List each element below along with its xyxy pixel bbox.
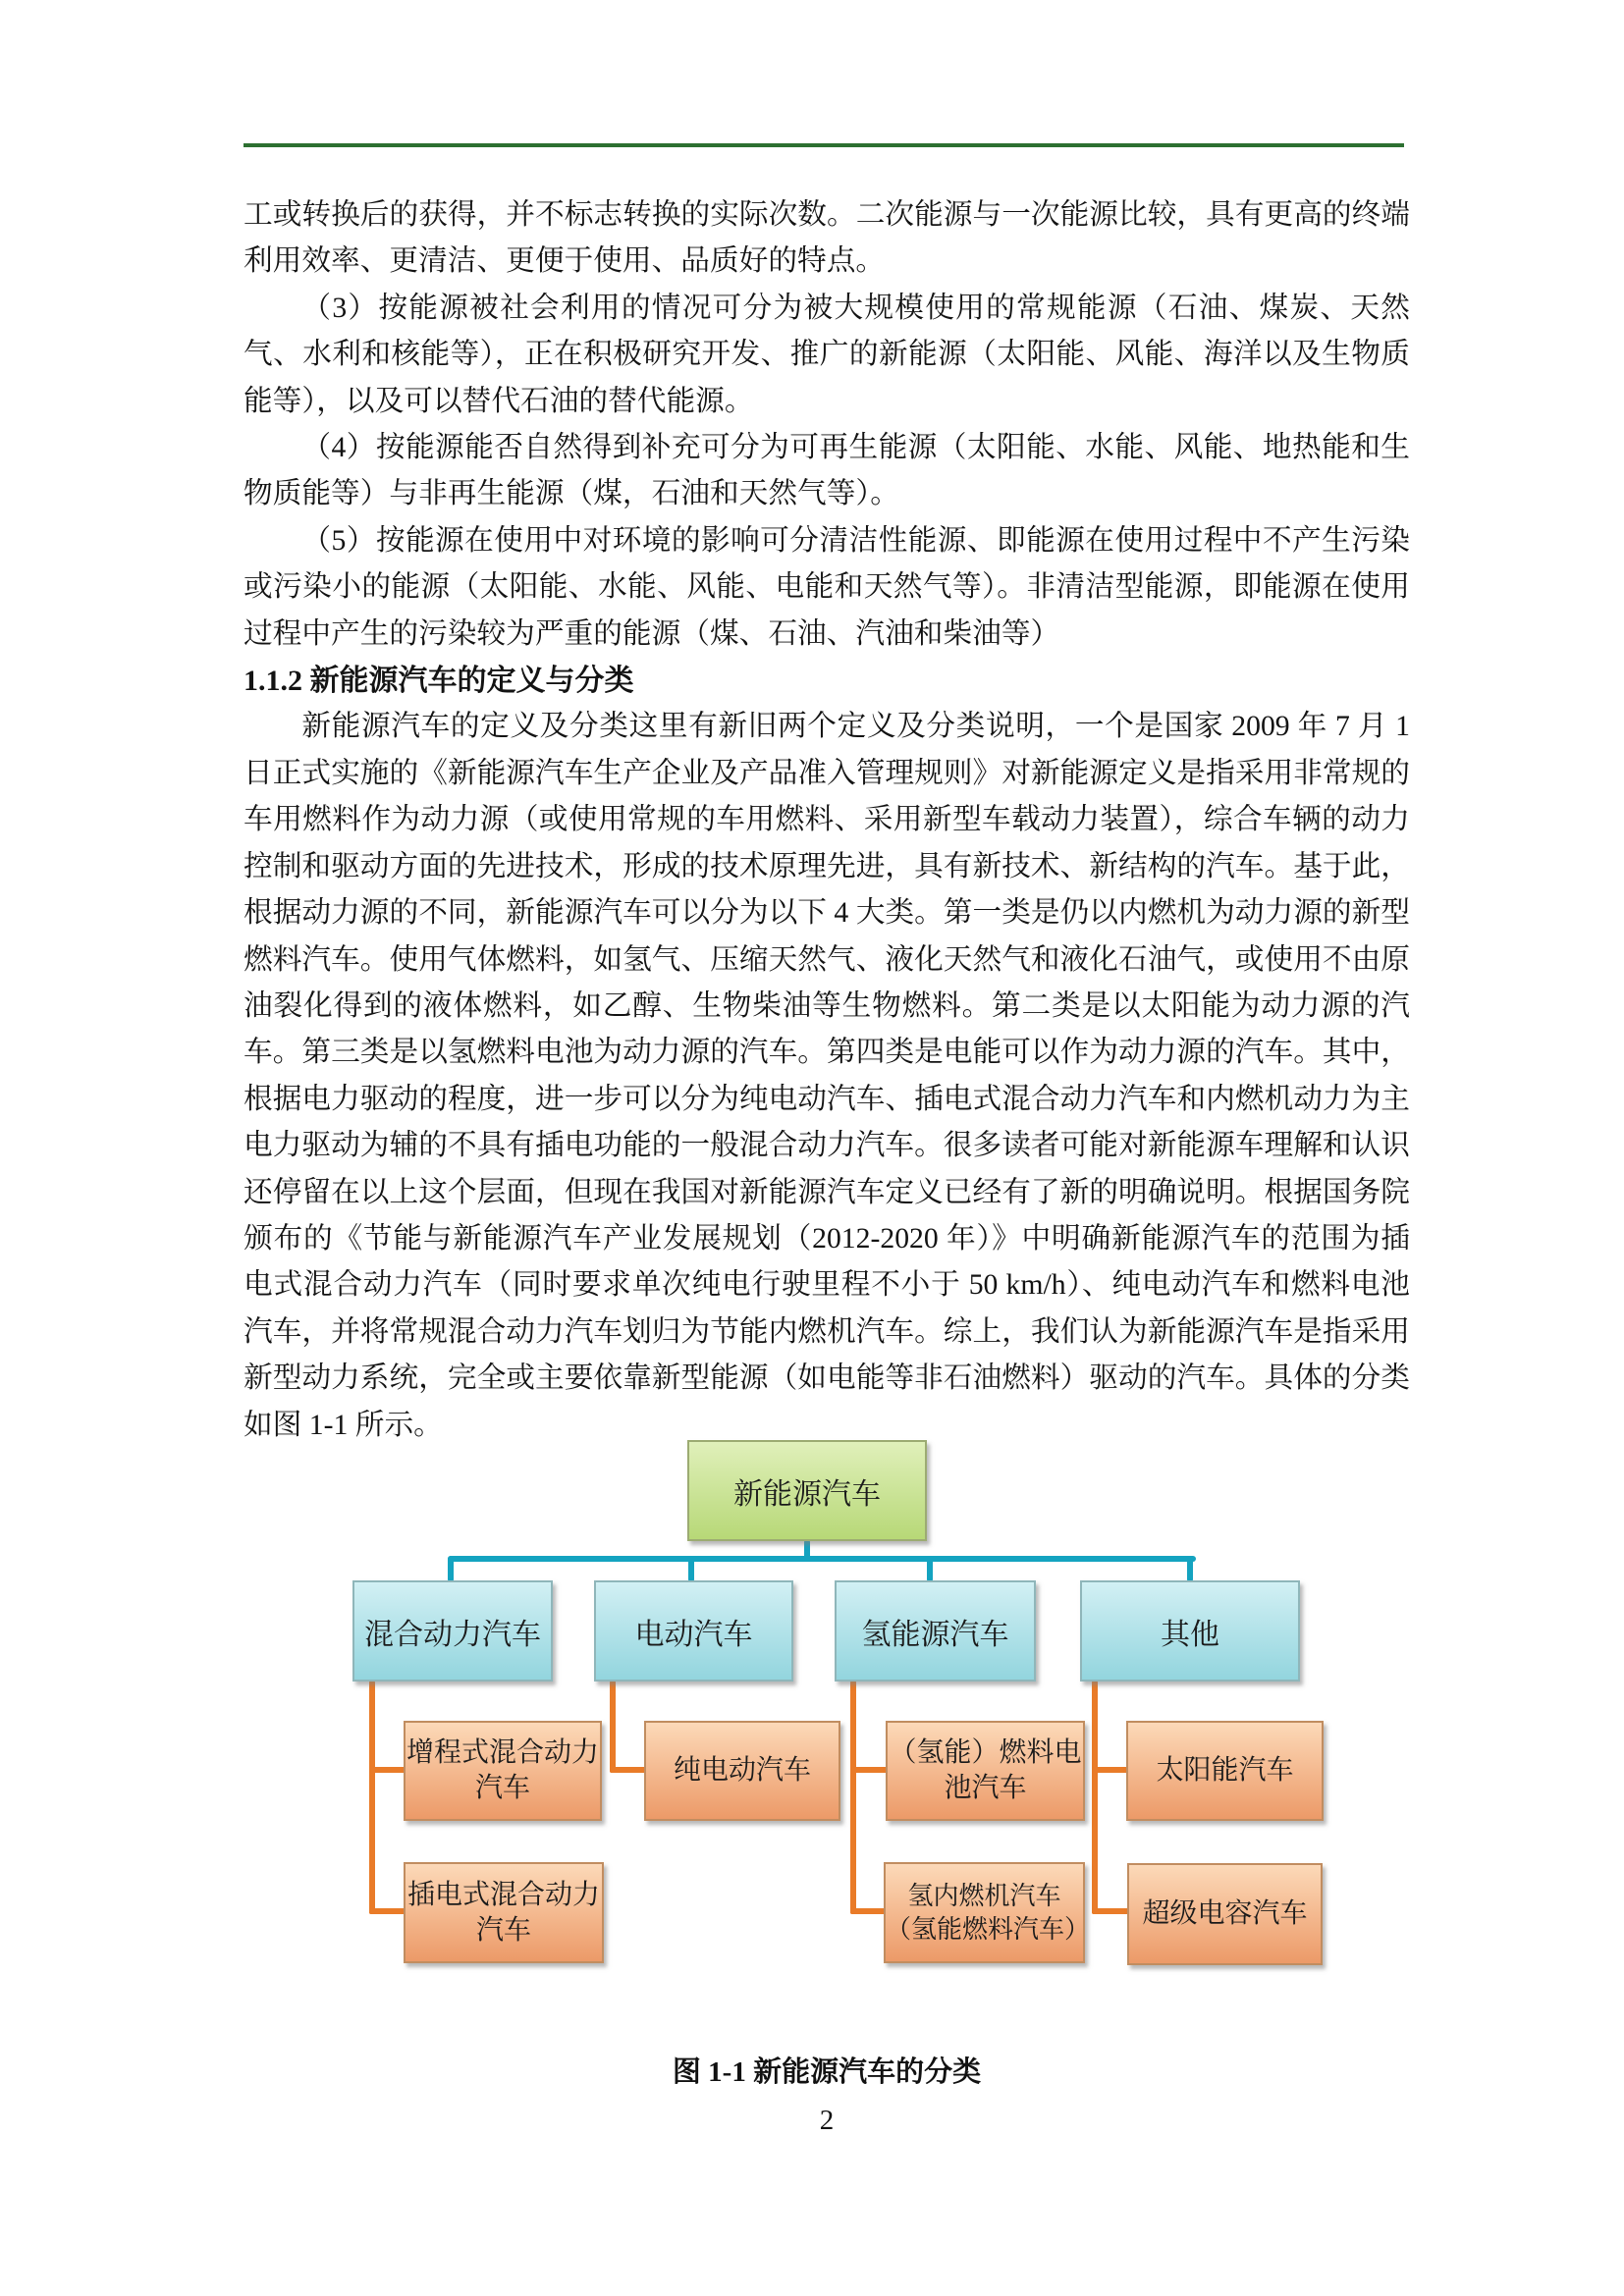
node-extended-range-hybrid: [404, 1721, 602, 1821]
node-new-energy-vehicle: [687, 1440, 927, 1541]
node-label: 混合动力汽车: [364, 1618, 541, 1651]
node-hydrogen-vehicle: [835, 1580, 1036, 1682]
node-label: 太阳能汽车: [1156, 1755, 1294, 1787]
connector-stub-row2-col1: [369, 1908, 406, 1914]
node-pure-electric: [644, 1721, 840, 1821]
node-fuel-cell: [886, 1721, 1085, 1821]
node-label: 插电式混合动力: [406, 1879, 600, 1910]
node-label: 增程式混合动力: [406, 1737, 599, 1769]
connector-drop-1: [448, 1556, 454, 1582]
node-other: [1080, 1580, 1300, 1682]
node-hybrid-vehicle: [352, 1580, 553, 1682]
connector-drop-3: [927, 1556, 933, 1582]
connector-stub-row2-col4: [1092, 1908, 1130, 1914]
node-label: （氢能燃料汽车）: [886, 1914, 1091, 1944]
node-label: 池汽车: [944, 1773, 1027, 1803]
paragraph-item-4: （4）按能源能否自然得到补充可分为可再生能源（太阳能、水能、风能、地热能和生物质能等）与非再生能源（煤，石油和天然气等）。: [244, 432, 1410, 510]
header-rule: [244, 143, 1404, 147]
node-label: 汽车: [474, 1773, 530, 1803]
connector-col3-vertical: [850, 1681, 856, 1914]
node-solar: [1126, 1721, 1324, 1821]
section-heading-1-1-2: 1.1.2 新能源汽车的定义与分类: [244, 665, 634, 698]
node-plugin-hybrid: [404, 1862, 604, 1963]
node-label: 汽车: [475, 1914, 531, 1946]
node-label: 电动汽车: [634, 1618, 753, 1651]
connector-col4-vertical: [1092, 1681, 1098, 1914]
node-hydrogen-ice: [884, 1862, 1091, 1963]
node-label: 其他: [1161, 1618, 1219, 1651]
page-number: 2: [819, 2105, 835, 2136]
node-label: 纯电动汽车: [673, 1755, 811, 1787]
connector-col2-vertical: [610, 1681, 616, 1773]
connector-stub-row1-col3: [850, 1767, 889, 1773]
connector-stub-row1-col1: [369, 1767, 406, 1773]
node-label: 氢内燃机汽车: [907, 1882, 1061, 1911]
connector-drop-4: [1187, 1556, 1193, 1582]
connector-stub-row2-col3: [850, 1908, 887, 1914]
node-label: 新能源汽车: [733, 1477, 881, 1511]
figure-caption: 图 1-1 新能源汽车的分类: [672, 2056, 982, 2088]
node-electric-vehicle: [594, 1580, 793, 1682]
connector-col1-vertical: [369, 1681, 375, 1914]
node-label: 超级电容汽车: [1142, 1898, 1308, 1930]
paragraph-continuation: 工或转换后的获得，并不标志转换的实际次数。二次能源与一次能源比较，具有更高的终端利用效率、更清洁、更便于使用、品质好的特点。: [244, 199, 1410, 278]
connector-stub-row1-col2: [610, 1767, 647, 1773]
paragraph-definition: 新能源汽车的定义及分类这里有新旧两个定义及分类说明，一个是国家 2009 年 7 月 1 日正式实施的《新能源汽车生产企业及产品准入管理规则》对新能源定义是指采用非常规的车用燃料作为动力源（或使用常规的车用燃料、采用新型车载动力装置），综合车辆的动力控制和驱动方面的先进技术，形成的技术原理先进，具有新技术、新结构的汽车。基于此，根据动力源的不同，新能源汽车可以分为以下 4 大类。第一类是仍以内燃机为动力源的新型燃料汽车。使用气体燃料，如氢气、压缩天然气、液化天然气和液化石油气，或使用不由原油裂化得到的液体燃料，如乙醇、生物柴油等生物燃料。第二类是以太阳能为动力源的汽车。第三类是以氢燃料电池为动力源的汽车。第四类是电能可以作为动力源的汽车。其中，根据电力驱动的程度，进一步可以分为纯电动汽车、插电式混合动力汽车和内燃机动力为主电力驱动为辅的不具有插电功能的一般混合动力汽车。很多读者可能对新能源车理解和认识还停留在以上这个层面，但现在我国对新能源汽车定义已经有了新的明确说明。根据国务院颁布的《节能与新能源汽车产业发展规划（2012-2020 年）》中明确新能源汽车的范围为插电式混合动力汽车（同时要求单次纯电行驶里程不小于 50 km/h）、纯电动汽车和燃料电池汽车，并将常规混合动力汽车划归为节能内燃机汽车。综上，我们认为新能源汽车是指采用新型动力系统，完全或主要依靠新型能源（如电能等非石油燃料）驱动的汽车。具体的分类如图 1-1 所示。: [244, 711, 1410, 1441]
connector-drop-2: [688, 1556, 694, 1582]
node-supercapacitor: [1127, 1863, 1323, 1965]
body-text: [244, 192, 1410, 1449]
node-label: 氢能源汽车: [861, 1618, 1009, 1651]
node-label: （氢能）燃料电: [889, 1737, 1082, 1769]
paragraph-item-5: （5）按能源在使用中对环境的影响可分清洁性能源、即能源在使用过程中不产生污染或污染小的能源（太阳能、水能、风能、电能和天然气等）。非清洁型能源，即能源在使用过程中产生的污染较为严重的能源（煤、石油、汽油和柴油等）: [244, 524, 1410, 650]
connector-horizontal-bus: [448, 1556, 1196, 1562]
paragraph-item-3: （3）按能源被社会利用的情况可分为被大规模使用的常规能源（石油、煤炭、天然气、水利和核能等），正在积极研究开发、推广的新能源（太阳能、风能、海洋以及生物质能等），以及可以替代石油的替代能源。: [244, 292, 1410, 417]
connector-stub-row1-col4: [1092, 1767, 1129, 1773]
